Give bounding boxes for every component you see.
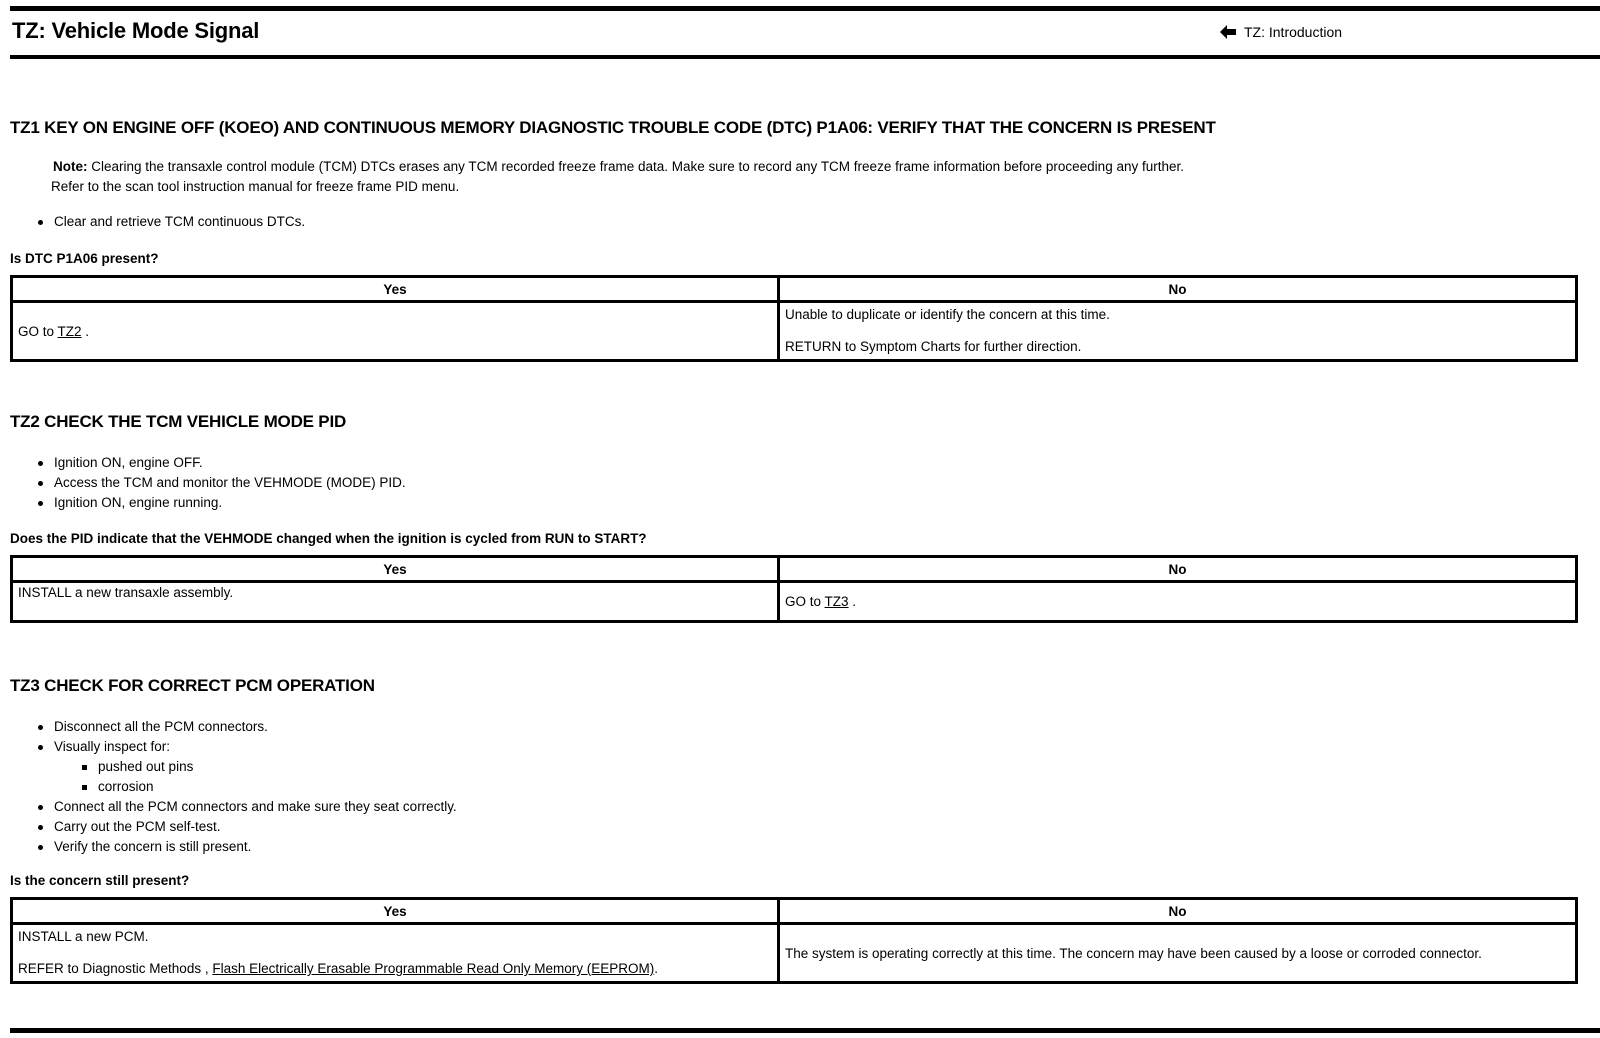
list-item: Access the TCM and monitor the VEHMODE (MODE) PID. [10, 473, 406, 493]
no-header: No [779, 899, 1577, 924]
tz3-table [10, 897, 1578, 984]
yes-header: Yes [12, 557, 779, 582]
list-item: Carry out the PCM self-test. [10, 817, 457, 837]
nav-link-introduction[interactable] [1220, 24, 1342, 40]
tz3-yes-cell [12, 924, 779, 983]
tz3-heading: TZ3 CHECK FOR CORRECT PCM OPERATION [10, 676, 375, 695]
link-tz3[interactable]: TZ3 [824, 594, 849, 609]
tz1-heading: TZ1 KEY ON ENGINE OFF (KOEO) AND CONTINUOUS MEMORY DIAGNOSTIC TROUBLE CODE (DTC) P1A06: VERIFY THAT THE CONCERN IS PRESENT [10, 118, 1216, 137]
no-header: No [779, 277, 1577, 302]
yes-line2-prefix: REFER to Diagnostic Methods , [18, 961, 213, 976]
no-header: No [779, 557, 1577, 582]
tz1-table [10, 275, 1578, 362]
no-line1: Unable to duplicate or identify the concern at this time. [785, 307, 1110, 322]
sub-list-item: pushed out pins [10, 757, 457, 777]
tz2-steps [10, 453, 406, 513]
bottom-rule [10, 1028, 1600, 1033]
tz2-table [10, 555, 1578, 623]
tz1-no-cell [779, 302, 1577, 361]
arrow-left-icon [1220, 25, 1236, 39]
list-item: Ignition ON, engine OFF. [10, 453, 406, 473]
tz1-note [53, 157, 1184, 177]
tz1-steps [10, 212, 305, 232]
no-suffix: . [848, 594, 857, 609]
no-line2: RETURN to Symptom Charts for further direction. [785, 339, 1082, 354]
yes-line2-suffix: . [654, 961, 658, 976]
yes-suffix: . [81, 323, 90, 339]
tz3-question: Is the concern still present? [10, 873, 190, 888]
list-item: Ignition ON, engine running. [10, 493, 406, 513]
link-tz2[interactable]: TZ2 [57, 323, 82, 339]
tz2-heading: TZ2 CHECK THE TCM VEHICLE MODE PID [10, 412, 347, 431]
yes-prefix: GO to [18, 323, 58, 339]
tz2-no-cell [779, 582, 1577, 622]
tz2-yes-cell: INSTALL a new transaxle assembly. [12, 582, 779, 622]
yes-header: Yes [12, 277, 779, 302]
no-prefix: GO to [785, 594, 825, 609]
yes-line2 [18, 959, 772, 979]
list-item: Visually inspect for: [10, 737, 457, 757]
nav-link-label: TZ: Introduction [1244, 24, 1343, 40]
header-rule [10, 55, 1600, 59]
list-item: Verify the concern is still present. [10, 837, 457, 857]
list-item: Connect all the PCM connectors and make sure they seat correctly. [10, 797, 457, 817]
tz3-steps [10, 717, 457, 857]
tz1-question: Is DTC P1A06 present? [10, 251, 159, 266]
list-item: Disconnect all the PCM connectors. [10, 717, 457, 737]
yes-header: Yes [12, 899, 779, 924]
tz3-no-cell: The system is operating correctly at this time. The concern may have been caused by a loose or corroded connector. [779, 924, 1577, 983]
list-item: Clear and retrieve TCM continuous DTCs. [10, 212, 305, 232]
page-title: TZ: Vehicle Mode Signal [12, 18, 260, 43]
yes-line1: INSTALL a new PCM. [18, 929, 149, 944]
note-label: Note: [53, 159, 88, 174]
tz1-note-line2: Refer to the scan tool instruction manual for freeze frame PID menu. [51, 179, 460, 194]
note-text: Clearing the transaxle control module (TCM) DTCs erases any TCM recorded freeze frame data. Make sure to record any TCM freeze frame information before proceeding any further. [91, 159, 1184, 174]
link-flash-eeprom[interactable]: Flash Electrically Erasable Programmable Read Only Memory (EEPROM) [212, 961, 655, 976]
tz1-yes-cell [12, 302, 779, 361]
top-rule [10, 6, 1600, 11]
tz2-question: Does the PID indicate that the VEHMODE changed when the ignition is cycled from RUN to START? [10, 531, 647, 546]
sub-list-item: corrosion [10, 777, 457, 797]
